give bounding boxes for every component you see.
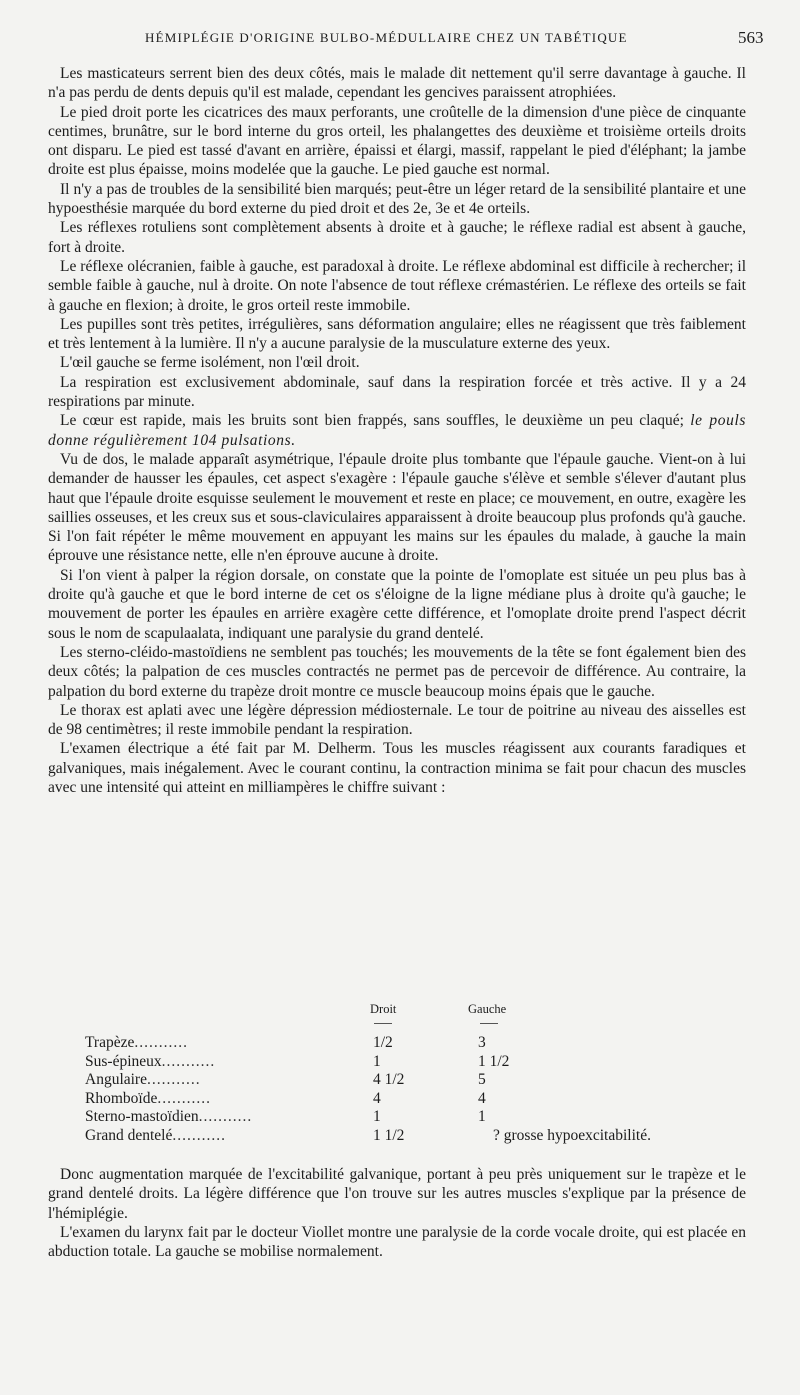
leader-dots: ...........	[157, 1089, 211, 1107]
excitability-table	[85, 1034, 765, 1146]
paragraph-coeur-text: Le cœur est rapide, mais les bruits sont bien frappés, sans souffles, le deuxième un peu claqué;	[60, 412, 691, 430]
muscle-name: Sterno-mastoïdien	[85, 1108, 199, 1126]
muscle-name: Sus-épineux	[85, 1052, 162, 1070]
running-header	[0, 30, 800, 52]
muscle-name: Rhomboïde	[85, 1089, 158, 1107]
page-number: 563	[738, 28, 764, 47]
column-header-droit: Droit	[370, 1002, 397, 1016]
paragraph-coeur	[48, 411, 746, 450]
paragraph-sterno-cleido: Les sterno-cléido-mastoïdiens ne semblent pas touchés; les mouvements de la tête se font également bien des deux côtés; la palpation de ces muscles contractés ne permet pas de percevoir de différence. Au contraire, la palpation du bord externe du trapèze droit montre ce muscle beaucoup moins épais que le gauche.	[48, 643, 746, 700]
value-droit: 4	[373, 1089, 381, 1107]
paragraph-palpation-dorsale: Si l'on vient à palper la région dorsale, on constate que la pointe de l'omoplate est située un peu plus bas à droite qu'à gauche et que le bord interne de cet os s'éloigne de la ligne médiane plus à droite qu'à gauche; le mouvement de porter les épaules en arrière exagère cette différence, et l'omoplate droite prend l'aspect décrit sous le nom de scapulaalata, indiquant une paralysie du grand dentelé.	[48, 566, 746, 642]
muscle-name: Angulaire	[85, 1071, 147, 1089]
paragraph-respiration: La respiration est exclusivement abdominale, sauf dans la respiration forcée et très active. Il y a 24 respirations par minute.	[48, 373, 746, 411]
table-header	[0, 1002, 800, 1022]
leader-dots: ...........	[134, 1034, 188, 1051]
paragraph-larynx: L'examen du larynx fait par le docteur Viollet montre une paralysie de la corde vocale droite, qui est placée en abduction totale. La gauche se mobilise normalement.	[48, 1223, 746, 1261]
table-row	[85, 1108, 765, 1127]
conclusion-text	[48, 1165, 746, 1261]
leader-dots: ...........	[172, 1126, 226, 1144]
header-title: HÉMIPLÉGIE D'ORIGINE BULBO-MÉDULLAIRE CHEZ UN TABÉTIQUE	[145, 30, 628, 45]
paragraph-vu-de-dos: Vu de dos, le malade apparaît asymétrique, l'épaule droite plus tombante que l'épaule gauche. Vient-on à lui demander de hausser les épaules, cet aspect s'exagère : l'épaule gauche s'élève et semble s'élever d'autant plus haut que l'épaule droite esquisse seulement le mouvement et reste en place; ce mouvement, en outre, exagère les saillies osseuses, et les creux sus et sous-claviculaires apparaissent à droite beaucoup plus profonds qu'à gauche. Si l'on fait répéter le même mouvement en appuyant les mains sur les épaules du malade, à gauche la main éprouve une résistance nette, elle n'en éprouve aucune à droite.	[48, 450, 746, 565]
paragraph-coeur-pouls: le pouls donne régulièrement 104 pulsations.	[48, 412, 747, 449]
value-gauche: 1 1/2	[478, 1052, 510, 1070]
value-gauche: 3	[478, 1034, 486, 1051]
paragraph-sensibilite: Il n'y a pas de troubles de la sensibilité bien marqués; peut-être un léger retard de la sensibilité plantaire et une hypoesthésie marquée du bord externe du pied droit et des 2e, 3e et 4e orteils.	[48, 180, 746, 218]
value-droit: 4 1/2	[373, 1071, 405, 1089]
value-droit: 1	[373, 1052, 381, 1070]
table-row	[85, 1053, 765, 1072]
column-rule-gauche	[480, 1023, 498, 1024]
paragraph-oeil: L'œil gauche se ferme isolément, non l'œil droit.	[60, 354, 360, 372]
paragraph-examen-electrique: L'examen électrique a été fait par M. Delherm. Tous les muscles réagissent aux courants faradiques et galvaniques, mais inégalement. Avec le courant continu, la contraction minima se fait pour chacun des muscles avec une intensité qui atteint en milliampères le chiffre suivant :	[48, 740, 746, 796]
table-row	[85, 1034, 765, 1053]
leader-dots: ...........	[161, 1052, 216, 1070]
paragraph-reflexes-rotuliens: Les réflexes rotuliens sont complètement absents à droite et à gauche; le réflexe radial est absent à gauche, fort à droite.	[48, 219, 746, 256]
muscle-name: Grand dentelé	[85, 1126, 173, 1144]
leader-dots: ...........	[198, 1108, 253, 1126]
value-gauche: 1	[478, 1108, 486, 1126]
value-gauche-note: ? grosse hypoexcitabilité.	[493, 1126, 651, 1144]
paragraph-reflexe-olecranien: Le réflexe olécranien, faible à gauche, est paradoxal à droite. Le réflexe abdominal est difficile à rechercher; il semble faible à gauche, nul à droite. On note l'absence de tout réflexe crémastérien. Le réflexe des orteils se fait à gauche en flexion; à droite, le gros orteil reste immobile.	[48, 257, 746, 314]
column-header-gauche: Gauche	[468, 1002, 507, 1016]
value-droit: 1 1/2	[373, 1126, 405, 1144]
value-droit: 1/2	[373, 1034, 393, 1051]
table-row	[85, 1090, 765, 1109]
value-gauche: 4	[478, 1089, 486, 1107]
table-row	[85, 1127, 765, 1146]
value-gauche: 5	[478, 1071, 486, 1089]
paragraph-pied-droit: Le pied droit porte les cicatrices des maux perforants, une croûtelle de la dimension d'une pièce de cinquante centimes, brunâtre, sur le bord interne du gros orteil, les phalangettes des deuxième et troisième orteils droits ont disparu. Le pied est tassé d'avant en arrière, épaissi et élargi, massif, rappelant le pied d'éléphant; la jambe droite est plus épaisse, moins modelée que la gauche. Le pied gauche est normal.	[48, 103, 746, 179]
paragraph-masticateurs: Les masticateurs serrent bien des deux côtés, mais le malade dit nettement qu'il serre davantage à gauche. Il n'a pas perdu de dents depuis qu'il est malade, cependant les gencives paraissent atrophiées.	[48, 65, 746, 102]
paragraph-pupilles: Les pupilles sont très petites, irrégulières, sans déformation angulaire; elles ne réagissent que très faiblement et très lentement à la lumière. Il n'y a aucune paralysie de la musculature externe des yeux.	[48, 315, 746, 353]
paragraph-augmentation: Donc augmentation marquée de l'excitabilité galvanique, portant à peu près uniquement sur le trapèze et le grand dentelé droits. La légère différence que l'on trouve sur les autres muscles s'explique par la présence de l'hémiplégie.	[48, 1166, 746, 1222]
muscle-name: Trapèze	[85, 1034, 135, 1051]
leader-dots: ...........	[146, 1071, 201, 1089]
paragraph-thorax: Le thorax est aplati avec une légère dépression médiosternale. Le tour de poitrine au niveau des aisselles est de 98 centimètres; il reste immobile pendant la respiration.	[48, 701, 746, 739]
value-droit: 1	[373, 1108, 381, 1126]
column-rule-droit	[374, 1023, 392, 1024]
body-text	[48, 64, 746, 797]
table-row	[85, 1071, 765, 1090]
